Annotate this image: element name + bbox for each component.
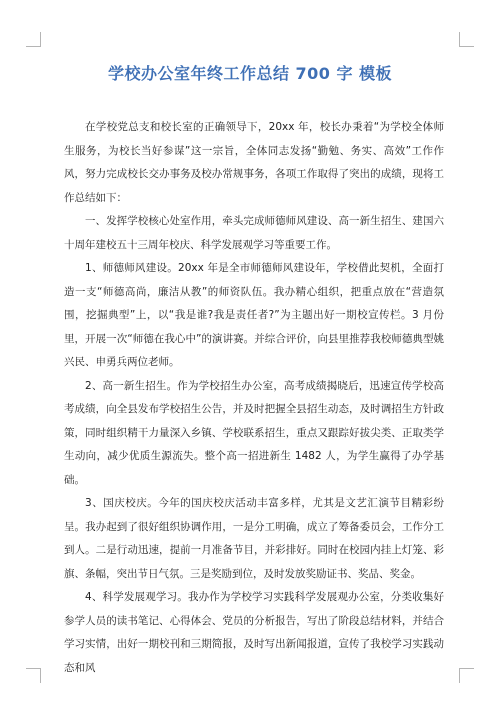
paragraph-intro: 在学校党总支和校长室的正确领导下，20xx 年，校长办秉着“为学校全体师生服务，为校长当好参谋”这一宗旨，全体同志发扬“勤勉、务实、高效”工作作风，努力完成校长交办事务及校办常规事务，各项工作取得了突出的成绩，现将工作总结如下：: [64, 121, 444, 204]
paragraph-enrollment: 2、高一新生招生。作为学校招生办公室，高考成绩揭晓后，迅速宣传学校高考成绩，向全县发布学校招生公告，并及时把握全县招生动态，及时调招生方针政策，同时组织精干力量深入乡镇、学校联系招生，重点又跟踪好拔尖类、正取类学生动向，减少优质生源流失。整个高一招进新生 1482 人，为学生赢得了办学基础。: [64, 379, 444, 486]
crop-mark-bottom-left: [26, 668, 41, 683]
paragraph-ethics: 1、师德师风建设。20xx 年是全市师德师风建设年，学校借此契机，全面打造一支“师德高尚，廉洁从教”的师资队伍。我办精心组织，把重点放在“营造氛围，挖掘典型”上，以“我是谁?我是责任者?”为主题出好一期校宣传栏。3 月份里，开展一次“师德在我心中”的演讲赛。并综合评价，向县里推荐我校师德典型姚兴民、申勇兵两位老师。: [64, 262, 444, 368]
crop-mark-bottom-right: [459, 668, 474, 683]
document-title: 学校办公室年终工作总结 700 字 模板: [107, 64, 393, 83]
crop-mark-top-left: [26, 32, 41, 47]
document-body: [64, 116, 444, 680]
paragraph-anniversary: 3、国庆校庆。今年的国庆校庆活动丰富多样，尤其是文艺汇演节目精彩纷呈。我办起到了很好组织协调作用，一是分工明确，成立了筹备委员会，工作分工到人。二是行动迅速，提前一月准备节目，并彩排好。同时在校园内挂上灯笼、彩旗、条幅，突出节日气氛。三是奖励到位，及时发放奖励证书、奖品、奖金。: [64, 497, 444, 580]
paragraph-scientific-development: 4、科学发展观学习。我办作为学校学习实践科学发展观办公室，分类收集好参学人员的读书笔记、心得体会、党员的分析报告，写出了阶段总结材料，并结合学习实情，出好一期校刊和三期简报，及时写出新闻报道，宣传了我校学习实践动态和风: [64, 591, 444, 674]
paragraph-section-heading: 一、发挥学校核心处室作用，牵头完成师德师风建设、高一新生招生、建国六十周年建校五十三周年校庆、科学发展观学习等重要工作。: [64, 215, 444, 251]
crop-mark-top-right: [459, 32, 474, 47]
